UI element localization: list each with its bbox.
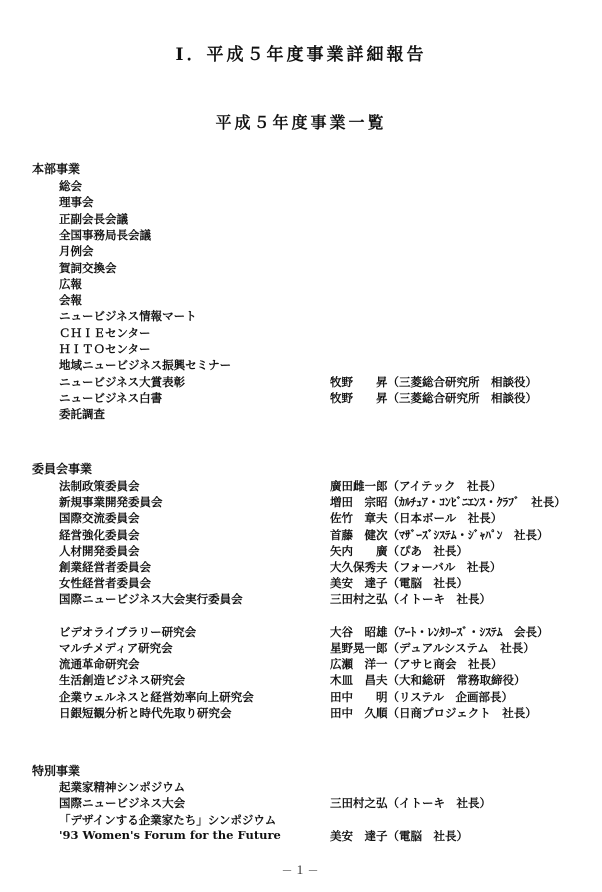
program-chair: 大久保秀夫（フォーバル 社長） [330, 560, 502, 574]
program-name: 会報 [59, 293, 82, 308]
program-name: 総会 [59, 179, 82, 193]
program-row [0, 211, 602, 227]
program-chair: 木皿 昌夫（大和総研 常務取締役） [330, 673, 526, 688]
program-chair: 矢内 廣（ぴあ 社長） [330, 543, 468, 558]
page-number: －１－ [281, 864, 321, 877]
program-name: 創業経営者委員会 [59, 560, 151, 574]
program-chair: 首藤 健次（ﾏｻﾞｰｽﾞｼｽﾃﾑ・ｼﾞｬﾊﾟﾝ 社長） [330, 527, 549, 542]
program-name: 正副会長会議 [59, 211, 128, 226]
program-name: 企業ウェルネスと経営効率向上研究会 [59, 689, 254, 704]
program-row [0, 656, 602, 672]
program-row [0, 559, 602, 575]
program-row [0, 689, 602, 705]
program-row [0, 795, 602, 811]
program-chair: 美安 達子（電脳 社長） [330, 828, 468, 843]
program-chair: 三田村之弘（イトーキ 社長） [330, 796, 491, 811]
program-row [0, 390, 602, 406]
program-name: ニュービジネス情報マート [59, 309, 197, 324]
program-name: 国際ニュービジネス大会 [59, 796, 186, 811]
program-name: ＣＨＩＥセンター [59, 325, 151, 340]
program-name: ニュービジネス白書 [59, 390, 163, 405]
program-row [0, 260, 602, 276]
program-row [0, 624, 602, 640]
program-name: '93 Women's Forum for the Future [59, 827, 281, 842]
page-title: Ⅰ．平成５年度事業詳細報告 [175, 45, 427, 65]
program-row [0, 276, 602, 292]
program-row [0, 672, 602, 688]
program-chair: 大谷 昭雄（ｱｰﾄ・ﾚﾝﾀﾘｰｽﾞ・ｼｽﾃﾑ 会長） [330, 624, 549, 639]
program-name: 「デザインする企業家たち」シンポジウム [59, 812, 277, 827]
program-name: ビデオライブラリー研究会 [59, 624, 197, 639]
program-chair: 美安 達子（電脳 社長） [330, 576, 468, 591]
program-name: 国際ニュービジネス大会実行委員会 [59, 592, 243, 607]
program-row [0, 543, 602, 559]
program-chair: 三田村之弘（イトーキ 社長） [330, 592, 491, 607]
program-name: 女性経営者委員会 [59, 576, 151, 591]
program-name: 人材開発委員会 [59, 543, 140, 558]
program-name: 理事会 [59, 195, 94, 210]
program-row [0, 640, 602, 656]
program-name: 法制政策委員会 [59, 479, 140, 493]
program-row [0, 308, 602, 324]
program-name: ニュービジネス大賞表彰 [59, 374, 186, 389]
program-name: 生活創造ビジネス研究会 [59, 673, 186, 688]
program-chair: 星野晃一郎（デュアルシステム 社長） [330, 641, 535, 655]
program-name: 新規事業開発委員会 [59, 495, 163, 510]
section-heading: 本部事業 [32, 162, 81, 176]
program-name: 委託調査 [59, 407, 105, 422]
program-row [0, 527, 602, 543]
program-chair: 田中 明（リステル 企画部長） [330, 689, 513, 704]
program-row [0, 325, 602, 341]
program-chair: 田中 久順（日商プロジェクト 社長） [330, 705, 537, 720]
program-row [0, 510, 602, 526]
program-name: 賀詞交換会 [59, 260, 117, 275]
program-name: 全国事務局長会議 [59, 227, 151, 242]
program-name: 経営強化委員会 [59, 527, 140, 542]
section-heading: 委員会事業 [32, 462, 93, 476]
program-row [0, 194, 602, 210]
program-chair: 牧野 昇（三菱総合研究所 相談役） [330, 374, 537, 389]
program-name: 起業家精神シンポジウム [59, 780, 186, 794]
page-subtitle: 平成５年度事業一覧 [215, 113, 387, 132]
program-row [0, 779, 602, 795]
section-heading: 特別事業 [32, 764, 81, 778]
program-row [0, 608, 602, 624]
program-chair: 廣田雌一郎（アイテック 社長） [330, 479, 502, 493]
program-row [0, 227, 602, 243]
program-row [0, 828, 602, 844]
program-name: 広報 [59, 276, 82, 291]
program-chair: 増田 宗昭（ｶﾙﾁｭｱ・ｺﾝﾋﾞﾆｴﾝｽ・ｸﾗﾌﾞ 社長） [330, 495, 566, 510]
program-row [0, 341, 602, 357]
program-row [0, 812, 602, 828]
program-chair: 牧野 昇（三菱総合研究所 相談役） [330, 390, 537, 405]
program-name: マルチメディア研究会 [59, 641, 173, 655]
program-name: 日銀短観分析と時代先取り研究会 [59, 705, 232, 720]
program-row [0, 406, 602, 422]
program-row [0, 374, 602, 390]
program-name: 地域ニュービジネス振興セミナー [59, 358, 232, 373]
program-row [0, 478, 602, 494]
program-name: 月例会 [59, 244, 94, 259]
program-row [0, 591, 602, 607]
program-name: ＨＩＴＯセンター [59, 342, 151, 356]
program-row [0, 357, 602, 373]
program-row [0, 575, 602, 591]
program-row [0, 178, 602, 194]
program-row [0, 705, 602, 721]
program-chair: 広瀬 洋一（アサヒ商会 社長） [330, 657, 503, 672]
program-name: 国際交流委員会 [59, 511, 140, 526]
program-row [0, 494, 602, 510]
program-row [0, 292, 602, 308]
program-name: 流通革命研究会 [59, 657, 140, 672]
program-chair: 佐竹 章夫（日本ボール 社長） [330, 511, 503, 526]
program-row [0, 243, 602, 259]
